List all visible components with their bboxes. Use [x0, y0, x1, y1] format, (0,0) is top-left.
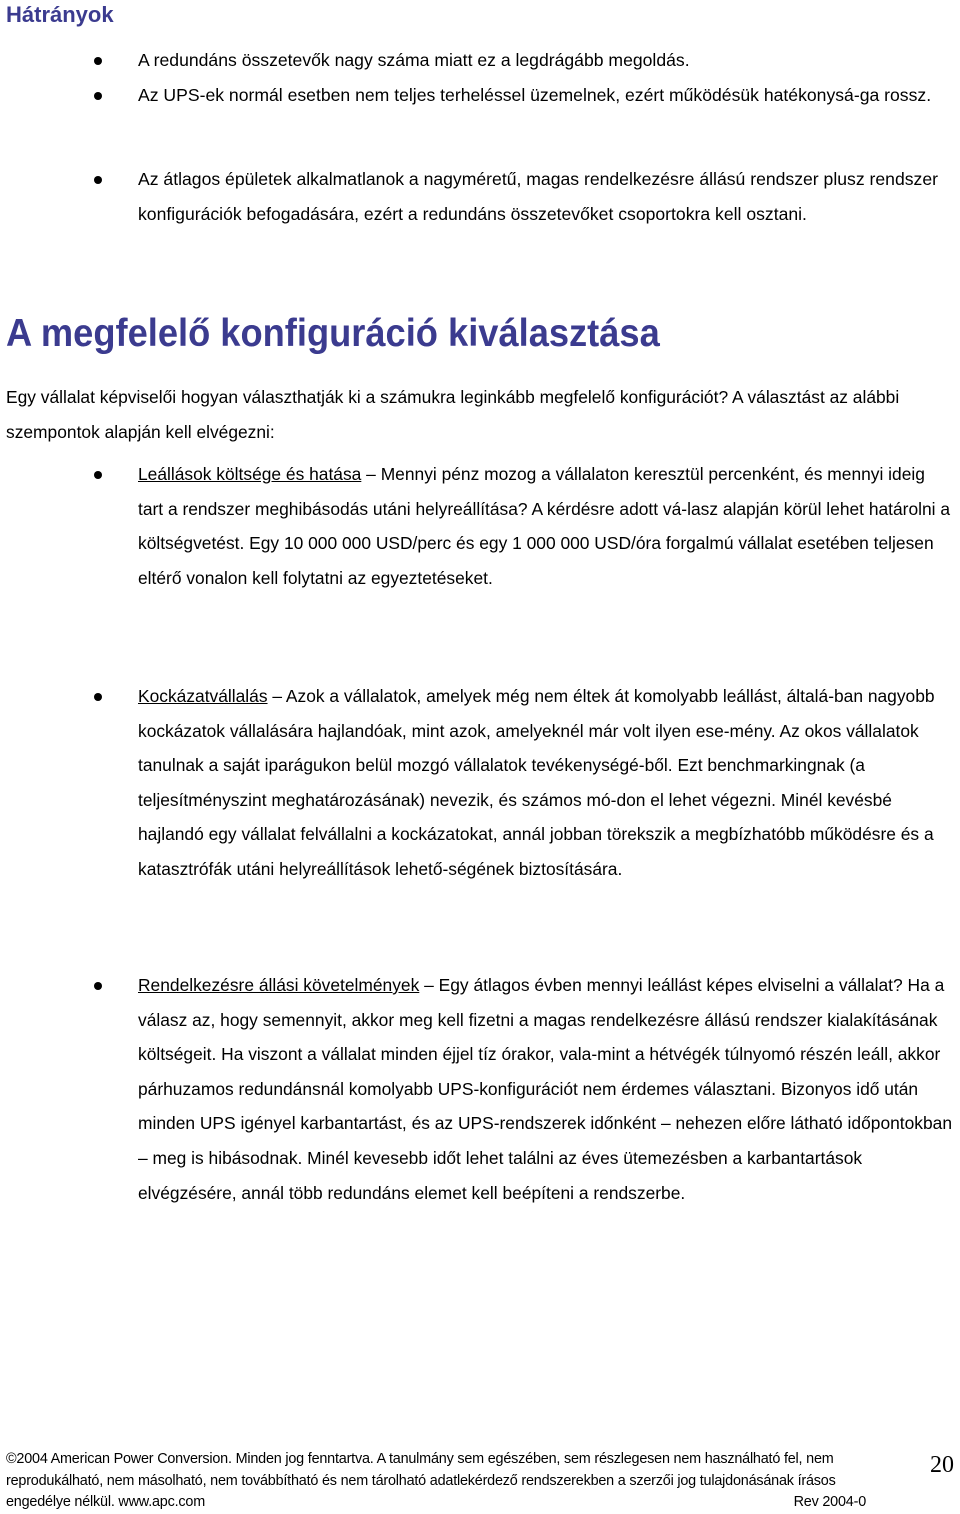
- page-footer: [6, 1449, 886, 1514]
- bullet-icon: [94, 92, 102, 100]
- disadvantage-text: Az UPS-ek normál esetben nem teljes terheléssel üzemelnek, ezért működésük hatékonysá-ga rossz.: [138, 85, 932, 105]
- page-number: 20: [930, 1452, 954, 1478]
- criterion-dash: –: [366, 464, 376, 484]
- criterion-term: Kockázatvállalás: [138, 686, 268, 706]
- revision-label: Rev 2004-0: [793, 1494, 866, 1510]
- disadvantages-list: [0, 43, 960, 231]
- list-item: [0, 162, 960, 231]
- criterion-text: Mennyi pénz mozog a vállalaton keresztül percenként, és mennyi ideig tart a rendszer meghibásodás utáni helyreállítása? A kérdésre adott vá-lasz alapján körül lehet határolni a költségvetést. Egy 10 000 000 USD/perc és egy 1 000 000 USD/óra forgalmú vállalat esetében teljesen eltérő vonalon kell folytatni az egyeztetéseket.: [138, 464, 951, 588]
- copyright-line-3-text: engedélye nélkül. www.apc.com: [6, 1494, 205, 1510]
- list-item: [0, 457, 960, 679]
- criterion-term: Leállások költsége és hatása: [138, 464, 362, 484]
- list-item: [0, 968, 960, 1210]
- disadvantage-text: Az átlagos épületek alkalmatlanok a nagyméretű, magas rendelkezésre állású rendszer plusz rendszer konfigurációk befogadására, ezért a redundáns összetevőket csoportokra kell osztani.: [138, 169, 938, 224]
- list-item: [0, 43, 960, 78]
- criterion-text: Egy átlagos évben mennyi leállást képes elviselni a vállalat? Ha a válasz az, hogy semennyit, akkor meg kell fizetni a magas rendelkezésre állású rendszer kialakításának költségeit. Ha viszont a vállalat minden éjjel tíz órakor, vala-mint a hétvégék túlnyomó részén leáll, akkor párhuzamos redundánsnál komolyabb UPS-konfigurációt nem érdemes választani. Bizonyos idő után minden UPS igényel karbantartást, és az UPS-rendszerek időnként – nehezen előre látható időpontokban – meg is hibásodnak. Minél kevesebb időt lehet találni az éves ütemezésben a karbantartások elvégzésére, annál több redundáns elemet kell beépíteni a rendszerbe.: [138, 975, 952, 1203]
- criterion-dash: –: [272, 686, 283, 706]
- copyright-line-2: reprodukálható, nem másolható, nem továbbítható és nem tárolható adatlekérdező rendszerekben a szerzői jog tulajdonásának írásos: [6, 1472, 836, 1489]
- disadvantage-text: A redundáns összetevők nagy száma miatt ez a legdrágább megoldás.: [138, 50, 690, 70]
- criteria-list: [0, 457, 960, 1210]
- intro-paragraph: Egy vállalat képviselői hogyan választhatják ki a számukra leginkább megfelelő konfigurációt? A választást az alábbi szempontok alapján kell elvégezni:: [6, 387, 900, 442]
- section-heading-disadvantages: Hátrányok: [6, 2, 114, 27]
- copyright-line-1: ©2004 American Power Conversion. Minden jog fenntartva. A tanulmány sem egészében, sem részlegesen nem használható fel, nem: [6, 1451, 834, 1467]
- bullet-icon: [94, 982, 102, 990]
- criterion-term: Rendelkezésre állási követelmények: [138, 975, 420, 995]
- list-item: [0, 679, 960, 968]
- criterion-dash: –: [424, 975, 434, 995]
- bullet-icon: [94, 471, 102, 479]
- bullet-icon: [94, 176, 102, 184]
- bullet-icon: [94, 57, 102, 65]
- copyright-line-3: [6, 1492, 886, 1514]
- criterion-text: Azok a vállalatok, amelyek még nem éltek át komolyabb leállást, általá-ban nagyobb kockázatok vállalására hajlandóak, mint azok, amelyeknél már volt ilyen ese-mény. Az okos vállalatok tanulnak a saját iparágukon belül mozgó vállalatok tevékenységé-ből. Ezt benchmarkingnak (a teljesítményszint meghatározásának) nevezik, és számos mó-don el lehet végezni. Minél kevésbé hajlandó egy vállalat felvállalni a kockázatokat, annál jobban törekszik a megbízhatóbb működésre és a katasztrófák utáni helyreállítások lehető-ségének biztosítására.: [138, 686, 935, 879]
- bullet-icon: [94, 693, 102, 701]
- list-item: [0, 78, 960, 162]
- section-heading-configuration: A megfelelő konfiguráció kiválasztása: [6, 312, 660, 355]
